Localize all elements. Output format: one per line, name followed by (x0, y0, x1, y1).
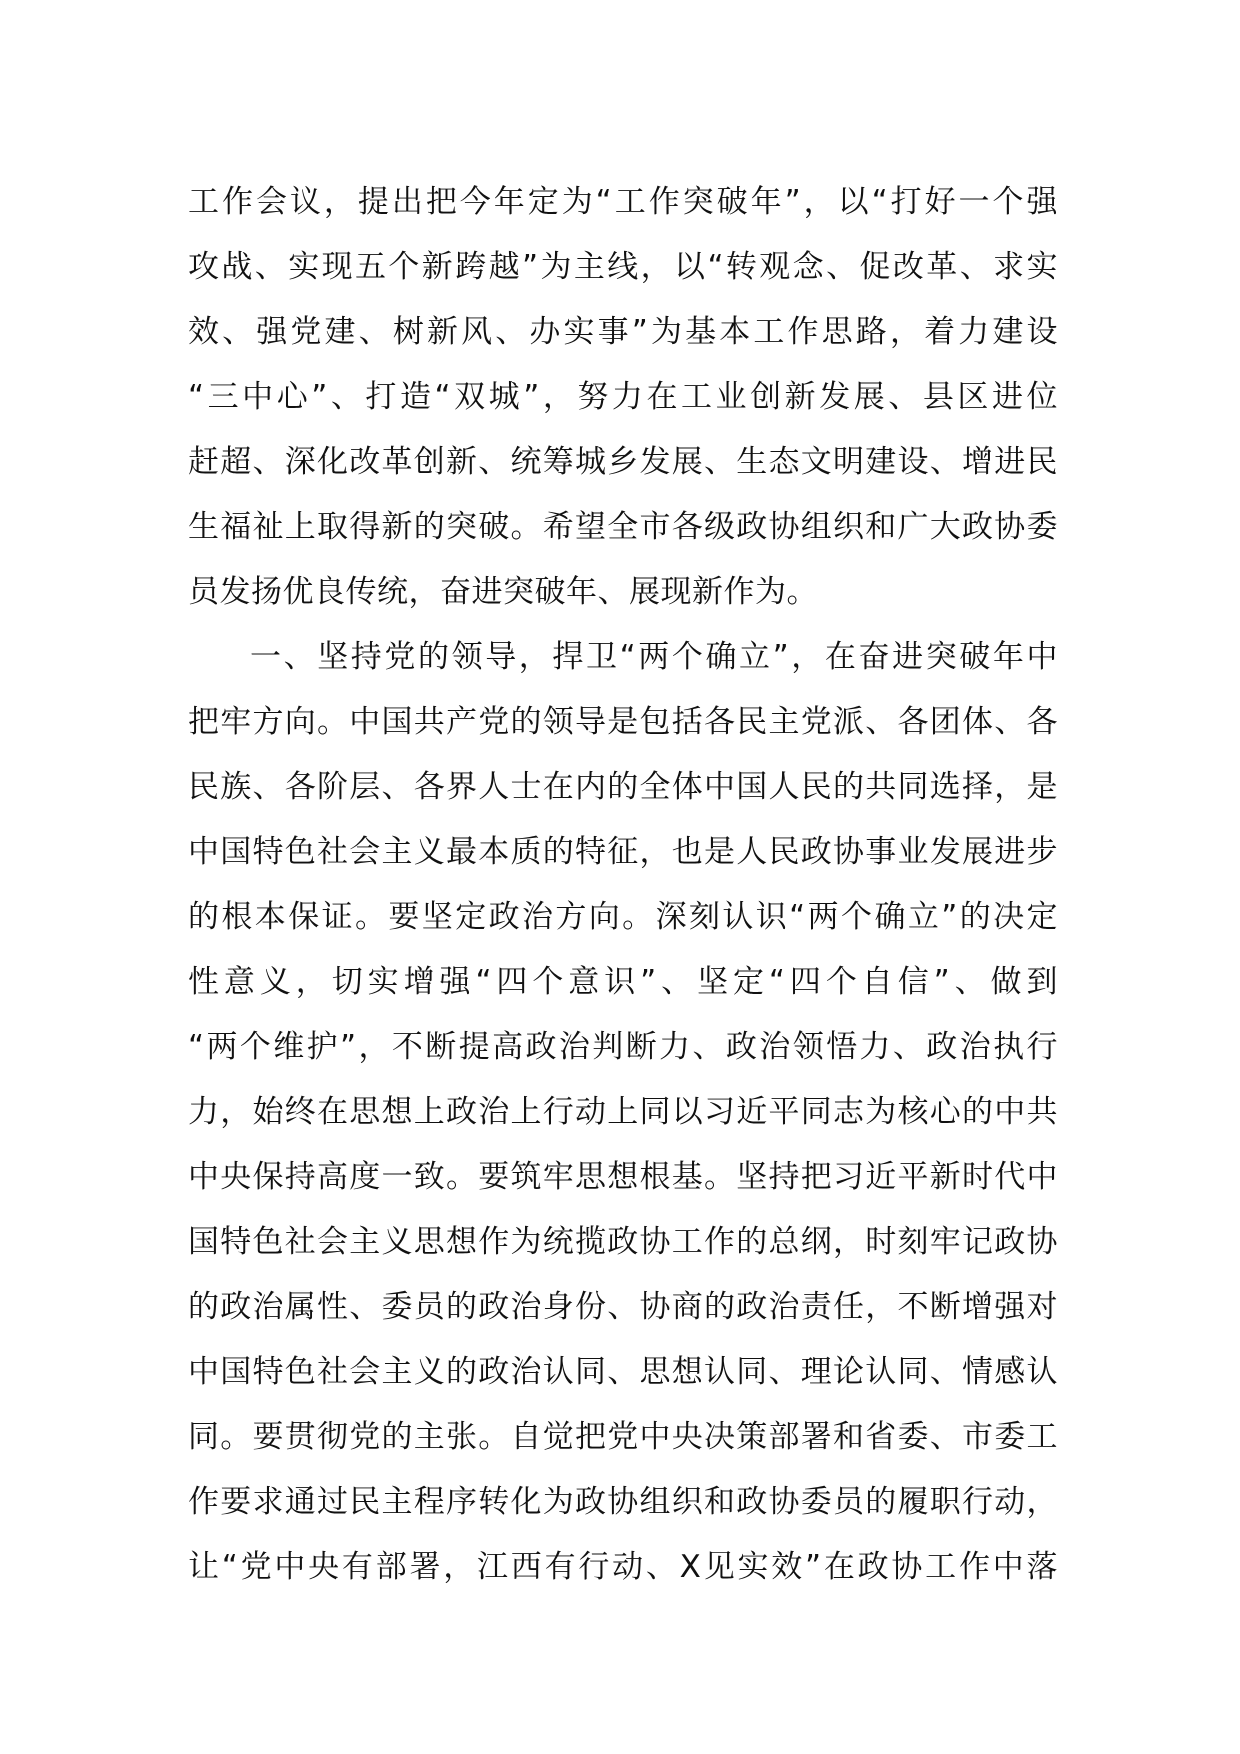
text-line: 的政治属性、委员的政治身份、协商的政治责任，不断增强对 (188, 1289, 1058, 1325)
text-line: 国特色社会主义思想作为统揽政协工作的总纲，时刻牢记政协 (188, 1224, 1058, 1260)
text-line: 把牢方向。中国共产党的领导是包括各民主党派、各团体、各 (188, 704, 1058, 740)
text-line: “三中心”、打造“双城”，努力在工业创新发展、县区进位 (188, 379, 1058, 415)
text-line: 一、坚持党的领导，捍卫“两个确立”，在奋进突破年中 (250, 639, 1058, 675)
paragraph (188, 625, 1058, 1600)
text-line: 的根本保证。要坚定政治方向。深刻认识“两个确立”的决定 (188, 899, 1058, 935)
paragraph (188, 170, 1058, 625)
text-line: 员发扬优良传统，奋进突破年、展现新作为。 (188, 574, 818, 610)
body-text (188, 170, 1058, 1600)
text-line: 力，始终在思想上政治上行动上同以习近平同志为核心的中共 (188, 1094, 1058, 1130)
text-line: 赶超、深化改革创新、统筹城乡发展、生态文明建设、增进民 (188, 444, 1058, 480)
text-line: 中央保持高度一致。要筑牢思想根基。坚持把习近平新时代中 (188, 1159, 1058, 1195)
text-line: “两个维护”，不断提高政治判断力、政治领悟力、政治执行 (188, 1029, 1058, 1065)
text-line: 中国特色社会主义的政治认同、思想认同、理论认同、情感认 (188, 1354, 1058, 1390)
text-line: 让“党中央有部署，江西有行动、X见实效”在政协工作中落 (188, 1549, 1058, 1585)
text-line: 效、强党建、树新风、办实事”为基本工作思路，着力建设 (188, 314, 1058, 350)
text-line: 民族、各阶层、各界人士在内的全体中国人民的共同选择，是 (188, 769, 1058, 805)
text-line: 同。要贯彻党的主张。自觉把党中央决策部署和省委、市委工 (188, 1419, 1058, 1455)
text-line: 工作会议，提出把今年定为“工作突破年”，以“打好一个强 (188, 184, 1058, 220)
text-line: 攻战、实现五个新跨越”为主线，以“转观念、促改革、求实 (188, 249, 1058, 285)
text-line: 作要求通过民主程序转化为政协组织和政协委员的履职行动， (188, 1484, 1058, 1520)
text-line: 生福祉上取得新的突破。希望全市各级政协组织和广大政协委 (188, 509, 1058, 545)
text-line: 中国特色社会主义最本质的特征，也是人民政协事业发展进步 (188, 834, 1058, 870)
text-line: 性意义，切实增强“四个意识”、坚定“四个自信”、做到 (188, 964, 1058, 1000)
